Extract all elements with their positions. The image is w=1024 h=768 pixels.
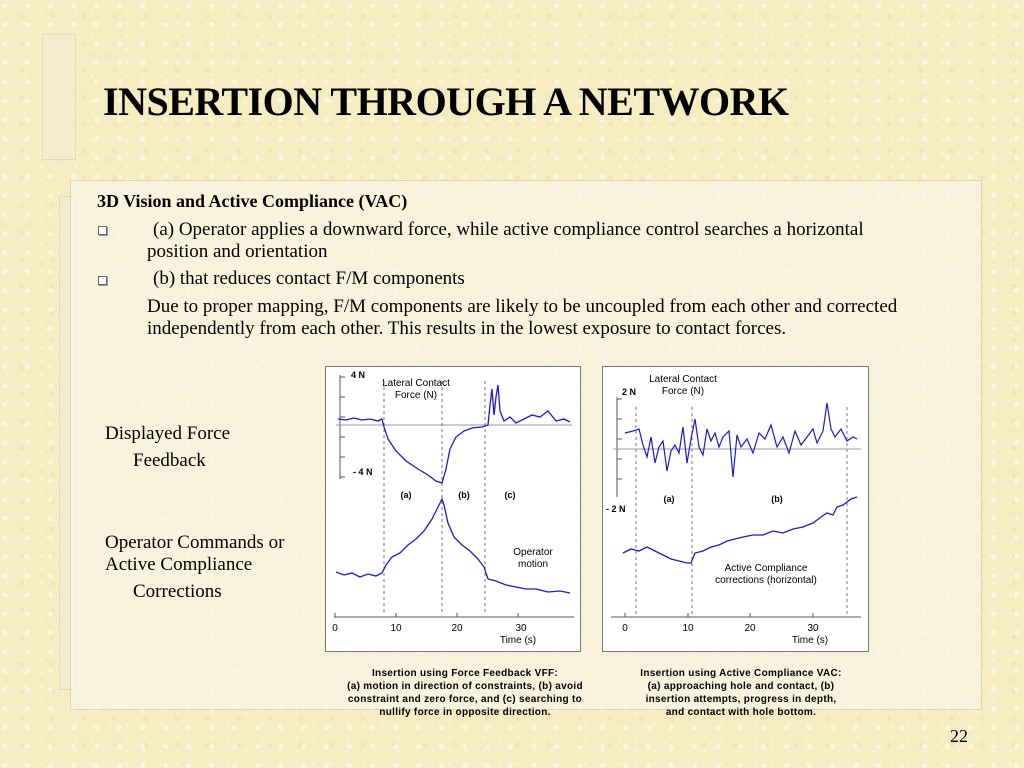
label-active-compliance: Active Compliance [105, 554, 253, 575]
vff-motion-trace [336, 499, 570, 593]
x-tick-label: 20 [451, 623, 463, 634]
correction-label-line2: corrections (horizontal) [715, 575, 817, 586]
bullet-square-icon [98, 276, 107, 285]
bullet-b-text: (b) that reduces contact F/M components [153, 268, 465, 289]
vff-caption [320, 667, 610, 719]
bullet-a-text: (a) Operator applies a downward force, while active compliance control searches a horizontal position and orientation [147, 219, 864, 262]
x-tick-label: 10 [682, 623, 694, 634]
vac-caption-line4: and contact with hole bottom. [665, 707, 817, 718]
phase-c-label: (c) [504, 490, 516, 500]
vff-figure [325, 366, 581, 652]
label-feedback: Feedback [133, 450, 206, 471]
page-number: 22 [950, 726, 968, 746]
x-tick-label: 0 [622, 623, 628, 634]
vff-caption-line1: Insertion using Force Feedback VFF: [371, 668, 559, 679]
force-title-line2: Force (N) [661, 386, 705, 397]
decorative-bar-top [42, 34, 76, 160]
vac-force-trace [625, 403, 857, 477]
x-tick-label: 0 [332, 623, 338, 634]
label-operator-commands: Operator Commands or [105, 532, 285, 553]
explanation-paragraph: Due to proper mapping, F/M components are likely to be uncoupled from each other and corrected independently from each other. This results in the lowest exposure to contact forces. [147, 296, 898, 339]
correction-label-line1: Active Compliance [724, 563, 808, 574]
y-label-top: 4 N [351, 370, 366, 380]
y-label-bottom: - 2 N [606, 504, 626, 514]
phase-a-label: (a) [663, 494, 675, 504]
x-axis-label: Time (s) [499, 635, 537, 646]
force-title-line1: Lateral Contact [649, 374, 717, 385]
x-tick-label: 30 [807, 623, 819, 634]
label-displayed-force: Displayed Force [105, 423, 231, 444]
x-axis-label: Time (s) [791, 635, 829, 646]
motion-label-line2: motion [517, 559, 549, 570]
vac-plot [603, 367, 868, 651]
vac-caption [612, 667, 870, 719]
phase-b-label: (b) [771, 494, 783, 504]
bullet-square-icon [98, 226, 107, 235]
x-tick-label: 20 [744, 623, 756, 634]
phase-b-label: (b) [458, 490, 470, 500]
x-tick-label: 10 [390, 623, 402, 634]
vff-caption-line2: (a) motion in direction of constraints, (b) avoid [347, 681, 583, 692]
vac-correction-trace [623, 497, 857, 563]
section-heading: 3D Vision and Active Compliance (VAC) [97, 191, 408, 211]
motion-label-line1: Operator [513, 547, 553, 558]
slide-title: INSERTION THROUGH A NETWORK [103, 79, 789, 124]
phase-a-label: (a) [400, 490, 412, 500]
vac-figure [602, 366, 869, 652]
vff-caption-line4: nullify force in opposite direction. [379, 707, 551, 718]
label-corrections: Corrections [133, 581, 222, 602]
force-title-line2: Force (N) [394, 390, 438, 401]
vff-plot [326, 367, 580, 651]
x-tick-label: 30 [515, 623, 527, 634]
y-label-bottom: - 4 N [353, 467, 373, 477]
vac-caption-line1: Insertion using Active Compliance VAC: [640, 668, 842, 679]
force-title-line1: Lateral Contact [382, 378, 450, 389]
vac-caption-line2: (a) approaching hole and contact, (b) [647, 681, 835, 692]
vff-caption-line3: constraint and zero force, and (c) searching to [347, 694, 583, 705]
y-label-top: 2 N [622, 387, 637, 397]
vac-caption-line3: insertion attempts, progress in depth, [645, 694, 837, 705]
vff-force-trace [338, 385, 570, 483]
